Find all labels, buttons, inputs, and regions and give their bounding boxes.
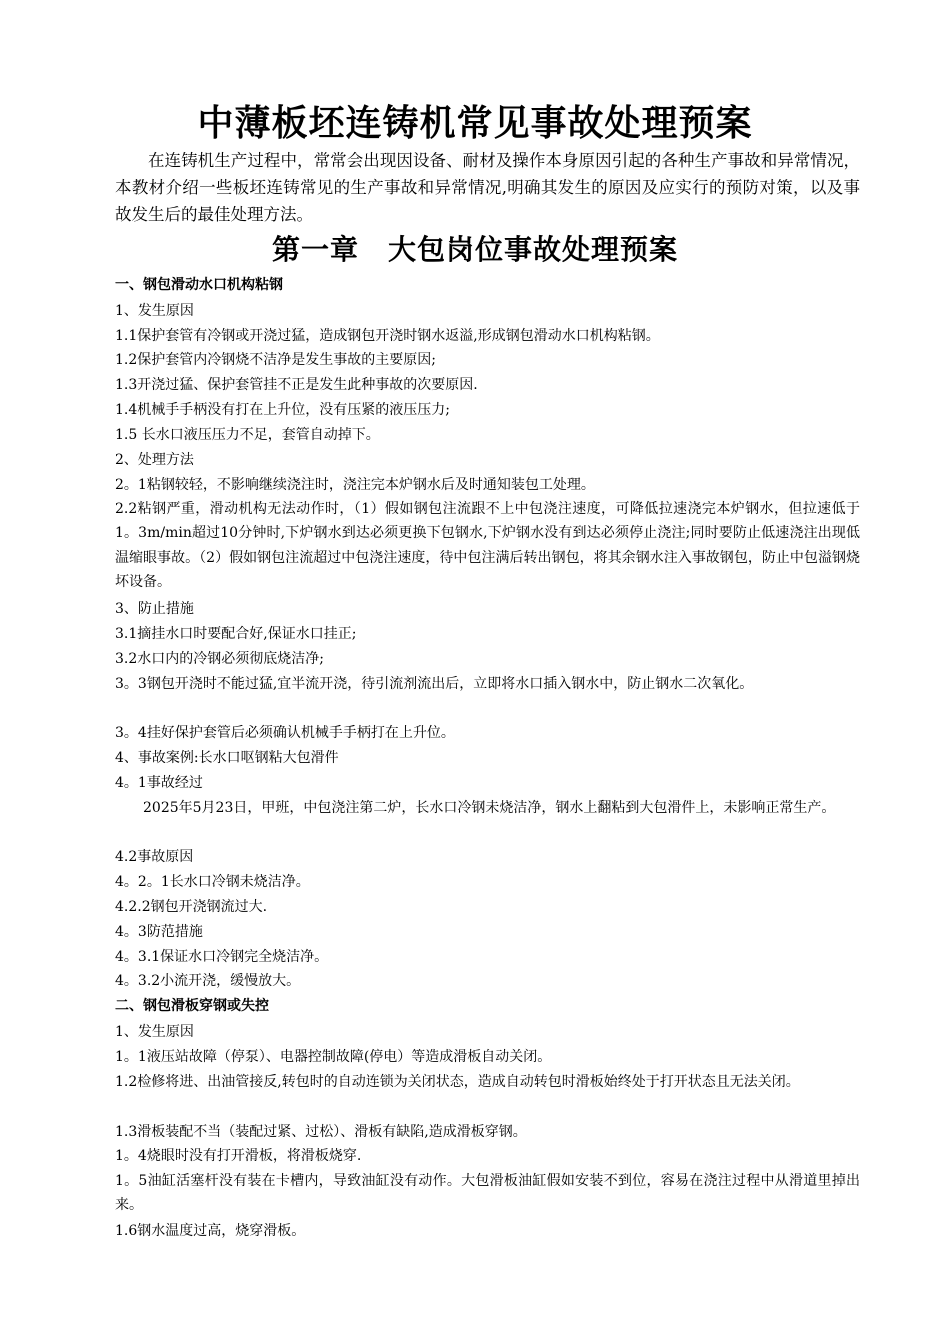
text-line: 2、处理方法 — [115, 452, 194, 468]
text-line: 4.2事故原因 — [115, 849, 194, 865]
section-heading: 二、钢包滑板穿钢或失控 — [115, 998, 269, 1014]
text-line: 4。1事故经过 — [115, 775, 203, 791]
text-line: 1.4机械手手柄没有打在上升位，没有压紧的液压压力; — [115, 402, 450, 418]
text-line: 1.2保护套管内冷钢烧不洁净是发生事故的主要原因; — [115, 352, 436, 368]
text-line: 4。3.1保证水口冷钢完全烧洁净。 — [115, 949, 329, 965]
chapter-title: 第一章 大包岗位事故处理预案 — [271, 233, 678, 266]
text-line: 3。4挂好保护套管后必须确认机械手手柄打在上升位。 — [115, 725, 455, 741]
intro-paragraph: 在连铸机生产过程中，常常会出现因设备、耐材及操作本身原因引起的各种生产事故和异常情况，本教材介绍一些板坯连铸常见的生产事故和异常情况,明确其发生的原因及应实行的预防对策，以及事故发生后的最佳处理方法。 — [115, 151, 860, 224]
text-line: 1。4烧眼时没有打开滑板，将滑板烧穿. — [115, 1148, 362, 1164]
document-title: 中薄板坯连铸机常见事故处理预案 — [197, 102, 753, 144]
text-line: 4。3.2小流开浇，缓慢放大。 — [115, 973, 301, 989]
text-line: 1.3开浇过猛、保护套管挂不正是发生此种事故的次要原因. — [115, 377, 478, 393]
text-line: 1.1保护套管有冷钢或开浇过猛，造成钢包开浇时钢水返溢,形成钢包滑动水口机构粘钢。 — [115, 328, 660, 344]
text-line: 3.2水口内的冷钢必须彻底烧洁净; — [115, 651, 324, 667]
text-line: 4.2.2钢包开浇钢流过大. — [115, 899, 268, 915]
text-line: 2。1粘钢较轻，不影响继续浇注时，浇注完本炉钢水后及时通知装包工处理。 — [115, 477, 595, 493]
text-line: 1.6钢水温度过高，烧穿滑板。 — [115, 1223, 306, 1239]
text-line: 4。3防范措施 — [115, 924, 203, 940]
text-line: 1。1液压站故障（停泵）、电器控制故障(停电）等造成滑板自动关闭。 — [115, 1049, 552, 1065]
text-line: 4、事故案例:长水口呕钢粘大包滑件 — [115, 750, 339, 766]
text-line: 1、发生原因 — [115, 303, 194, 319]
text-line: 1.3滑板装配不当（装配过紧、过松）、滑板有缺陷,造成滑板穿钢。 — [115, 1124, 527, 1140]
text-line: 3.1摘挂水口时要配合好,保证水口挂正; — [115, 626, 357, 642]
paragraph: 1。5油缸活塞杆没有装在卡槽内，导致油缸没有动作。大包滑板油缸假如安装不到位，容易在浇注过程中从滑道里掉出来。 — [115, 1173, 860, 1214]
text-line: 1、发生原因 — [115, 1024, 194, 1040]
section-heading: 一、钢包滑动水口机构粘钢 — [115, 277, 283, 293]
paragraph: 2025年5月23日，甲班，中包浇注第二炉，长水口冷钢未烧洁净，钢水上翻粘到大包滑件上，未影响正常生产。 — [143, 800, 836, 816]
text-line: 3、防止措施 — [115, 601, 194, 617]
paragraph: 2.2粘钢严重，滑动机构无法动作时，（1）假如钢包注流跟不上中包浇注速度，可降低拉速浇完本炉钢水，但拉速低于1。3m/min超过10分钟时,下炉钢水到达必须更换下包钢水,下炉钢水没有到达必须停止浇注;同时要防止低速浇注出现低温缩眼事故。（2）假如钢包注流超过中包浇注速度，待中包注满后转出钢包，将其余钢水注入事故钢包，防止中包溢钢烧坏设备。 — [115, 501, 860, 591]
paragraph: 1.2检修将进、出油管接反,转包时的自动连锁为关闭状态，造成自动转包时滑板始终处于打开状态且无法关闭。 — [115, 1074, 800, 1090]
text-line: 4。2。1长水口冷钢未烧洁净。 — [115, 874, 310, 890]
text-line: 1.5 长水口液压压力不足，套管自动掉下。 — [115, 427, 380, 443]
paragraph: 3。3钢包开浇时不能过猛,宜半流开浇，待引流剂流出后，立即将水口插入钢水中，防止钢水二次氧化。 — [115, 676, 754, 692]
